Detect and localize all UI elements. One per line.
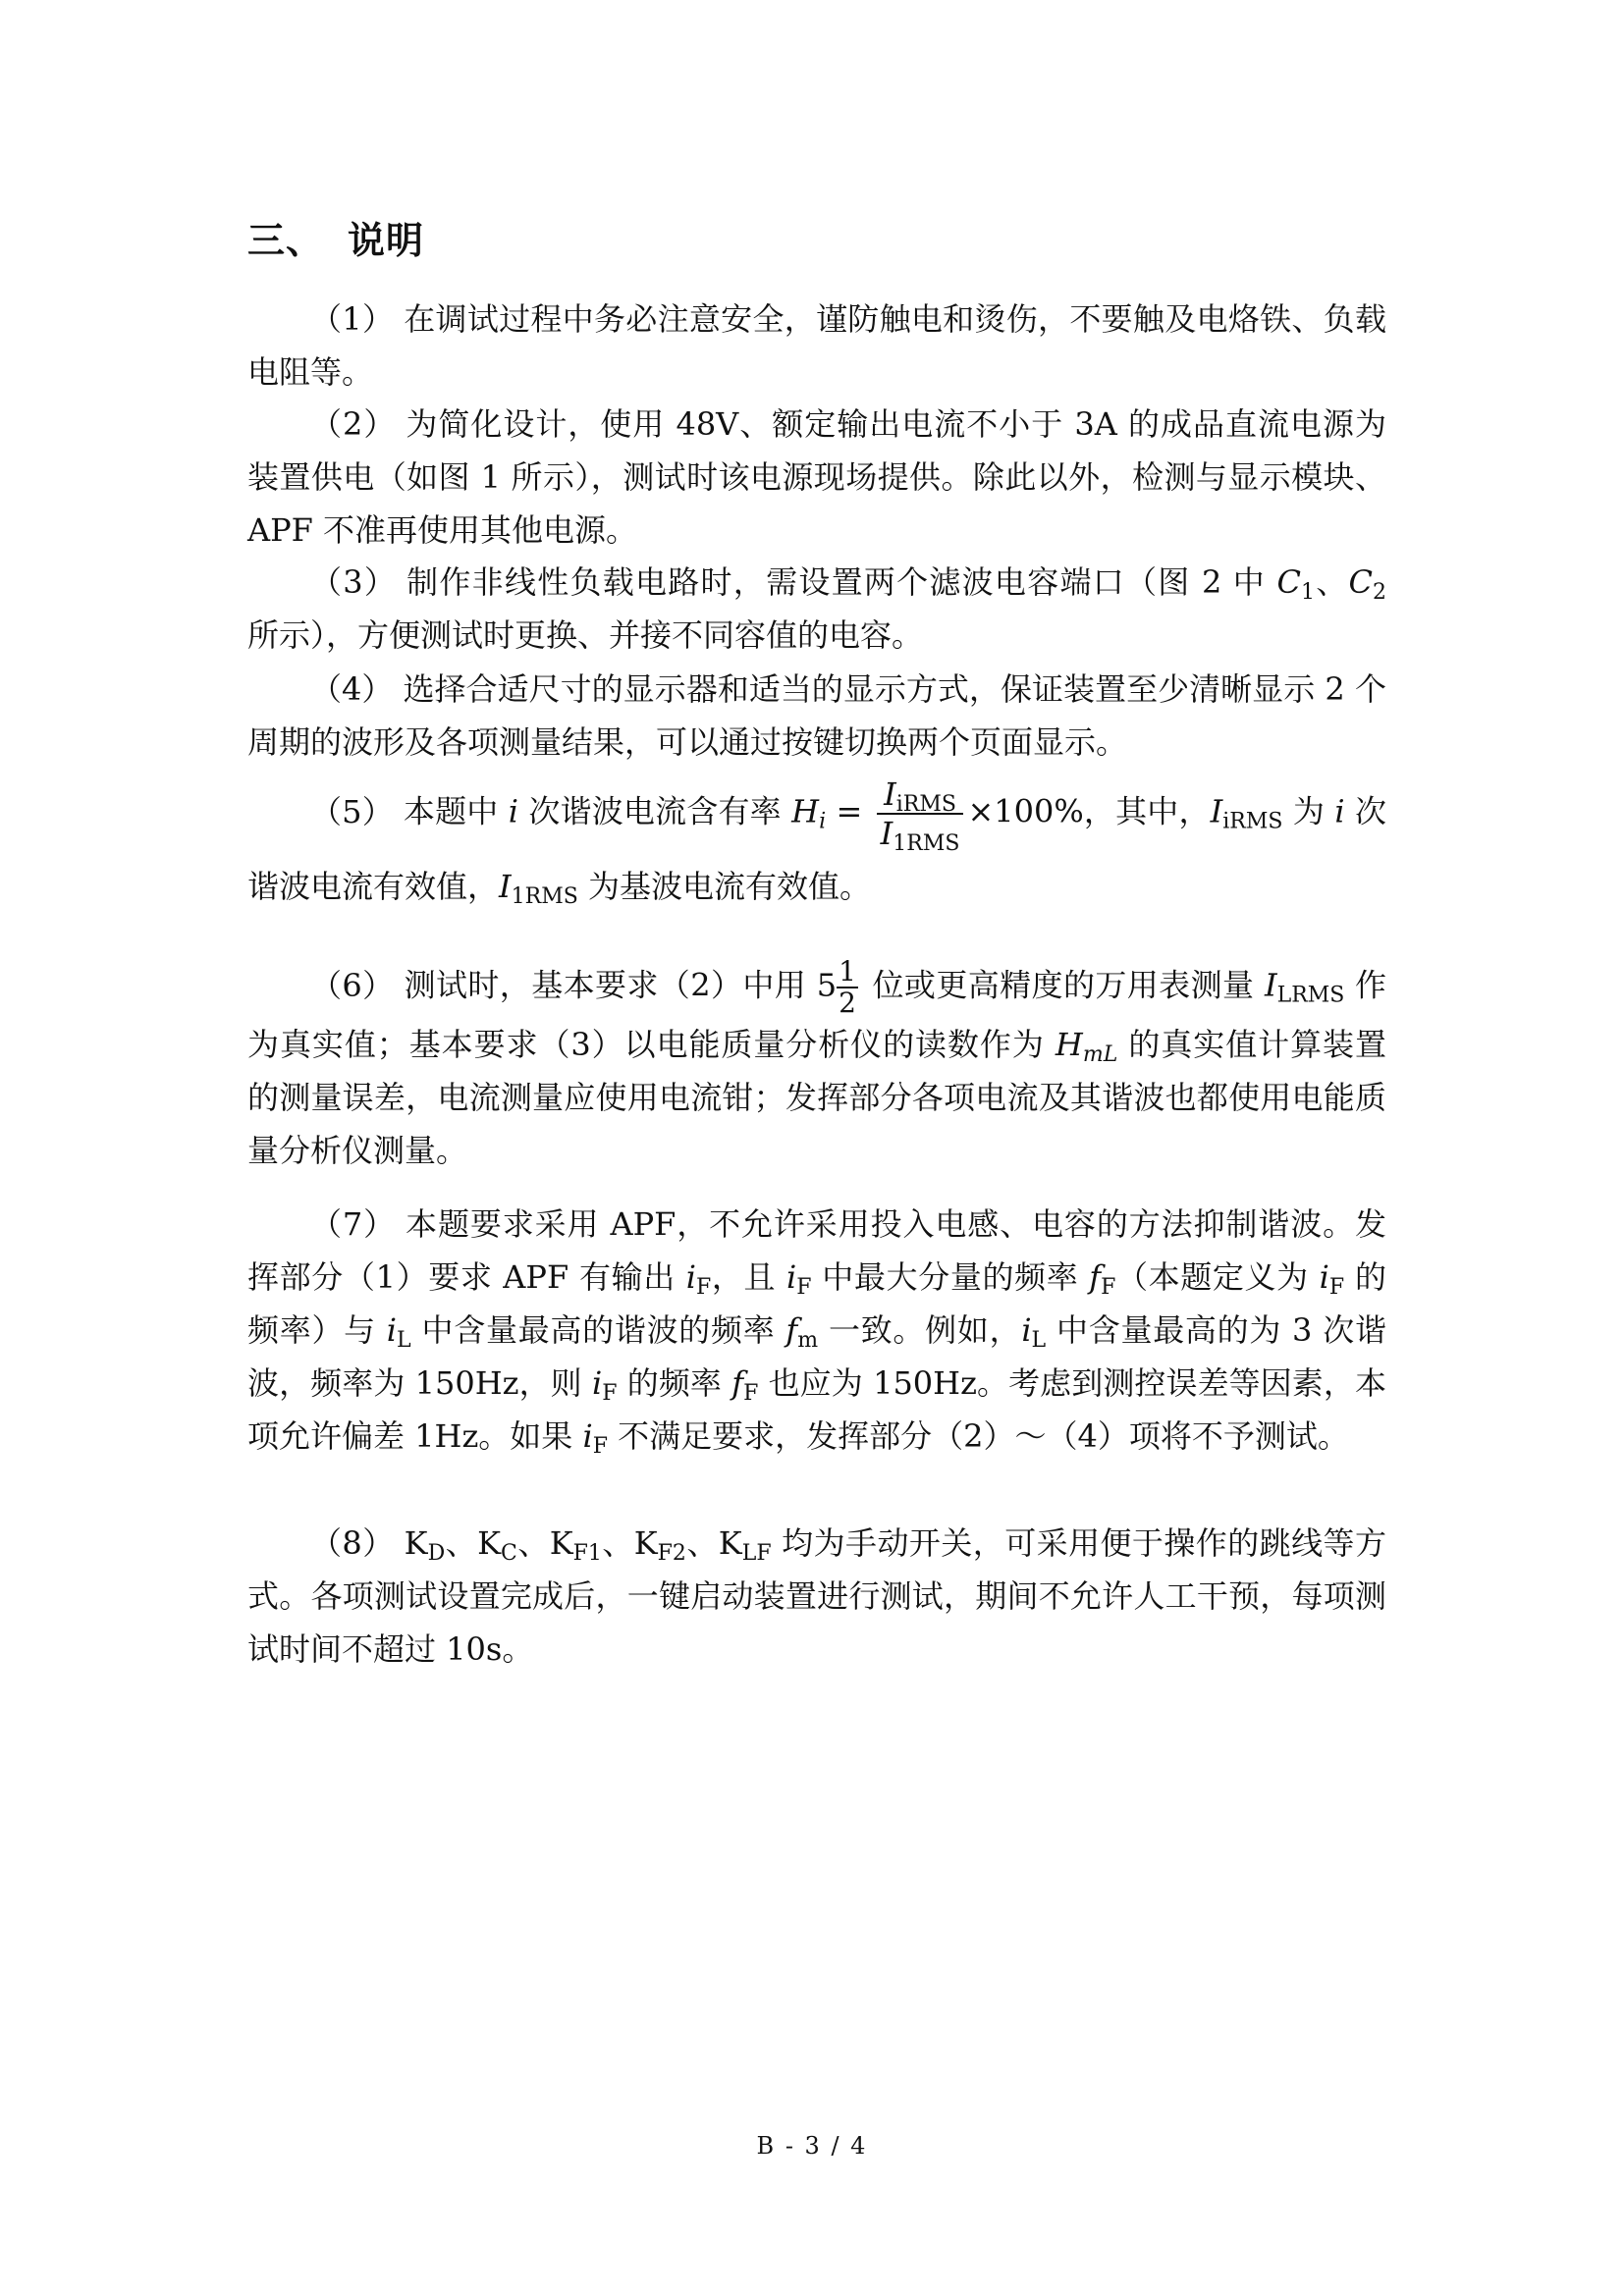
current-symbol: I [1210, 792, 1223, 830]
current-symbol: I [1264, 966, 1277, 1004]
current-symbol: i [685, 1258, 696, 1296]
harmonic-ratio-fraction [877, 775, 964, 856]
note-text: 测试时，基本要求（2）中用 5 [404, 966, 838, 1004]
subscript: LF [741, 1541, 772, 1566]
subscript: D [427, 1541, 446, 1566]
note-5 [247, 775, 1386, 921]
switch-kc: K [477, 1524, 501, 1562]
harmonic-order-var: i [508, 792, 519, 830]
separator: 、 [516, 1524, 550, 1562]
note-text: 中含量最高的谐波的频率 [410, 1311, 786, 1349]
subscript: mL [1082, 1042, 1118, 1067]
current-symbol: i [785, 1258, 797, 1296]
note-text: 的频率 [617, 1364, 732, 1402]
subscript: F [1328, 1275, 1345, 1300]
current-symbol: i [582, 1417, 593, 1455]
subscript: 1RMS [893, 831, 960, 856]
switch-kf1: K [549, 1524, 573, 1562]
current-symbol: I [499, 868, 512, 905]
note-4 [247, 663, 1386, 769]
separator: 、 [1314, 563, 1349, 601]
note-text: 不满足要求，发挥部分（2）～（4）项将不予测试。 [607, 1417, 1349, 1455]
subscript: F [695, 1275, 712, 1300]
note-text: 为 [1282, 792, 1335, 830]
current-symbol: i [1319, 1258, 1329, 1296]
note-text: 均为手动开关，可采用便于操作的跳线等方式。各项测试设置完成后，一键启动装置进行测试，期间不允许人工干预，每项测试时间不超过 10s。 [247, 1524, 1386, 1668]
note-number: （1） [310, 300, 395, 338]
switch-kd: K [404, 1524, 428, 1562]
subscript: F [602, 1381, 618, 1406]
subscript: C [500, 1541, 517, 1566]
subscript: m [797, 1328, 819, 1353]
note-text: 所示），方便测试时更换、并接不同容值的电容。 [247, 616, 924, 654]
harmonic-ratio-symbol: H [1055, 1026, 1083, 1063]
section-number: 三、 [247, 219, 325, 262]
note-text: 选择合适尺寸的显示器和适当的显示方式，保证装置至少清晰显示 2 个周期的波形及各项测量结果，可以通过按键切换两个页面显示。 [247, 670, 1386, 761]
note-text: 的真实值计算装置的测量误差，电流测量应使用电流钳；发挥部分各项电流及其谐波也都使用电能质量分析仪测量。 [247, 1026, 1386, 1169]
note-8 [247, 1517, 1386, 1676]
harmonic-ratio-symbol: H [791, 792, 820, 830]
note-text: 次谐波电流含有率 [518, 792, 792, 830]
fraction-denominator: 2 [839, 987, 856, 1019]
subscript: F [743, 1381, 759, 1406]
note-2 [247, 398, 1386, 557]
page-number: B - 3 / 4 [756, 2132, 868, 2160]
fraction-numerator: 1 [839, 955, 856, 988]
subscript: F1 [572, 1541, 602, 1566]
note-6 [247, 957, 1386, 1177]
subscript: 1 [1300, 580, 1315, 605]
note-number: （3） [310, 563, 398, 601]
note-text: 作为真实值；基本要求（3）以电能质量分析仪的读数作为 [247, 966, 1386, 1063]
note-number: （2） [310, 405, 397, 443]
subscript: iRMS [1222, 809, 1283, 834]
separator: 、 [685, 1524, 719, 1562]
subscript: 2 [1372, 580, 1386, 605]
note-number: （8） [310, 1524, 395, 1562]
section-heading [247, 214, 424, 267]
current-symbol: I [880, 815, 893, 852]
frequency-symbol: f [731, 1364, 744, 1402]
note-text: 为基波电流有效值。 [577, 868, 872, 905]
subscript: L [397, 1328, 411, 1353]
note-text: 在调试过程中务必注意安全，谨防触电和烫伤，不要触及电烙铁、负载电阻等。 [247, 300, 1386, 391]
current-symbol: i [1021, 1311, 1032, 1349]
note-text: 的频率）与 [247, 1258, 1386, 1349]
subscript: L [1031, 1328, 1047, 1353]
frequency-symbol: f [1089, 1258, 1102, 1296]
separator: 、 [601, 1524, 634, 1562]
note-text: ，且 [711, 1258, 786, 1296]
current-symbol: I [884, 775, 896, 813]
fraction-numerator [877, 775, 964, 815]
note-text: 本题中 [403, 792, 509, 830]
note-7 [247, 1198, 1386, 1463]
switch-kf2: K [633, 1524, 658, 1562]
note-number: （4） [310, 670, 394, 708]
subscript: 1RMS [511, 884, 578, 909]
note-1 [247, 293, 1386, 399]
separator: 、 [445, 1524, 478, 1562]
subscript: iRMS [895, 792, 956, 817]
subscript: F [796, 1275, 812, 1300]
section-title-text: 说明 [348, 219, 425, 262]
percent-factor: ×100% [967, 792, 1084, 830]
note-text: 中最大分量的频率 [811, 1258, 1090, 1296]
note-text: 位或更高精度的万用表测量 [861, 966, 1265, 1004]
note-text: 也应为 150Hz。考虑到测控误差等因素，本项允许偏差 1Hz。如果 [247, 1364, 1386, 1455]
switch-klf: K [718, 1524, 742, 1562]
subscript: F2 [657, 1541, 686, 1566]
note-text: 为简化设计，使用 48V、额定输出电流不小于 3A 的成品直流电源为装置供电（如图 1 所示），测试时该电源现场提供。除此以外，检测与显示模块、APF 不准再使用其他电源。 [247, 405, 1386, 549]
equals-sign: = [826, 792, 873, 830]
current-symbol: i [386, 1311, 398, 1349]
fraction-denominator [877, 815, 964, 856]
note-number: （6） [310, 966, 395, 1004]
capacitor-c2-symbol: C [1348, 563, 1373, 601]
subscript: F [592, 1434, 608, 1459]
note-number: （5） [310, 792, 394, 830]
note-text: 中含量最高的为 3 次谐波，频率为 150Hz，则 [247, 1311, 1386, 1402]
capacitor-c1-symbol: C [1276, 563, 1301, 601]
harmonic-order-var: i [1334, 792, 1345, 830]
current-symbol: i [591, 1364, 603, 1402]
note-text: 制作非线性负载电路时，需设置两个滤波电容端口（图 2 中 [406, 563, 1277, 601]
note-text: ，其中， [1083, 792, 1211, 830]
note-text: 次谐波电流有效值， [247, 792, 1386, 905]
subscript: LRMS [1276, 983, 1345, 1008]
note-3 [247, 556, 1386, 662]
note-text: 本题要求采用 APF，不允许采用投入电感、电容的方法抑制谐波。发挥部分（1）要求 APF 有输出 [247, 1205, 1386, 1296]
note-number: （7） [310, 1205, 397, 1243]
frequency-symbol: f [785, 1311, 798, 1349]
subscript: i [819, 809, 827, 834]
digits-fraction [837, 957, 858, 1018]
subscript: F [1101, 1275, 1116, 1300]
note-text: 一致。例如， [818, 1311, 1022, 1349]
note-text: （本题定义为 [1115, 1258, 1320, 1296]
page-footer [0, 2130, 1624, 2162]
